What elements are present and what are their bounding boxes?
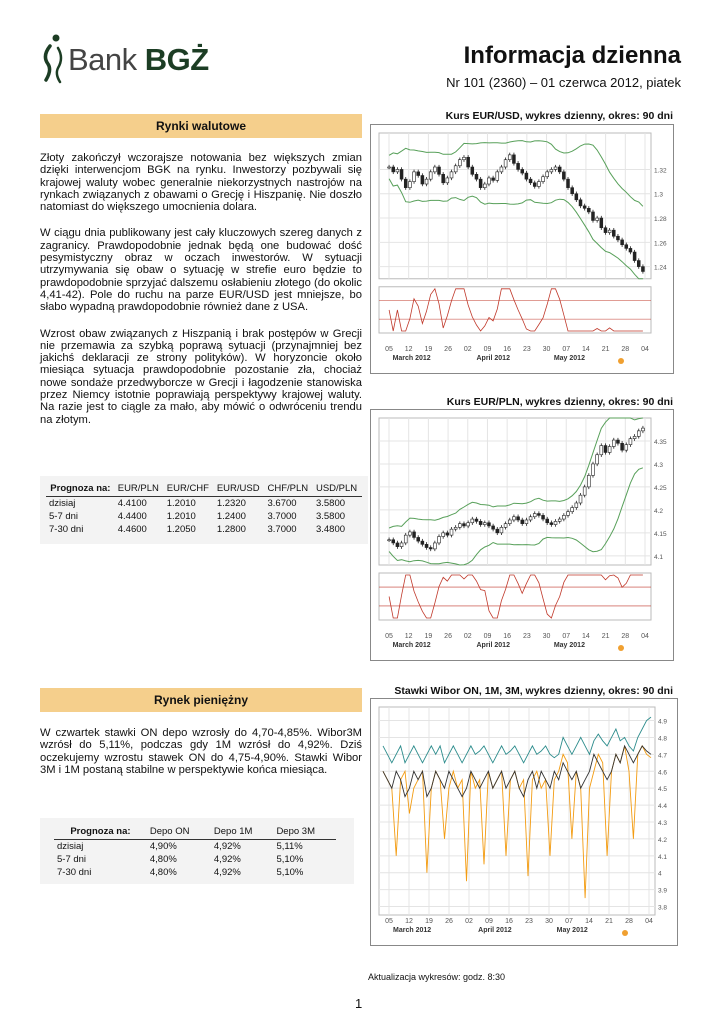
y-tick-label: 4.3 xyxy=(654,461,664,469)
candle-body xyxy=(625,445,628,451)
candle-body xyxy=(542,177,545,182)
table-row xyxy=(54,840,336,854)
section-heading-money: Rynek pieniężny xyxy=(40,688,362,712)
candle-body xyxy=(500,167,503,172)
candle-body xyxy=(529,179,532,183)
x-tick-label: 28 xyxy=(621,346,630,353)
candle-body xyxy=(604,446,607,453)
x-tick-label: 09 xyxy=(485,918,493,925)
table-cell: 5,10% xyxy=(276,867,304,878)
y-tick-label: 4.2 xyxy=(654,507,664,515)
candle-body xyxy=(438,167,441,174)
candle-body xyxy=(517,517,520,520)
candle-body xyxy=(450,529,453,535)
candle-body xyxy=(587,208,590,212)
month-label: March 2012 xyxy=(392,355,431,362)
x-tick-label: 12 xyxy=(405,918,413,925)
candle-body xyxy=(592,464,595,475)
fx-paragraph-2: W ciągu dnia publikowany jest cały kluczowych szereg danych z zagranicy. Prawdopodobnie jednak będą one budować dość pesymistyczny obraz w oczach inwestorów. W sytuacji utrzymywania się obaw o sytuację w strefie euro będzie to prawdopodobnie sprzyjać dalszemu osłabieniu złotego (do okolic 4,41-42). Pole do ruchu na parze EUR/USD jest mniejsze, bo słabo wypadną prawdopodobnie również dane z USA. xyxy=(40,227,362,314)
candle-body xyxy=(496,529,499,533)
candle-body xyxy=(487,523,490,526)
table-cell: 5,11% xyxy=(276,841,303,852)
section-heading-fx: Rynki walutowe xyxy=(40,114,362,138)
candle-body xyxy=(446,533,449,535)
table-cell: 3.5800 xyxy=(315,511,346,522)
chart-title-wibor: Stawki Wibor ON, 1M, 3M, wykres dzienny, okres: 90 dni xyxy=(394,685,673,697)
table-row xyxy=(46,497,362,511)
x-tick-label: 12 xyxy=(404,633,413,640)
fx-forecast-table xyxy=(40,476,368,544)
x-tick-label: 21 xyxy=(601,346,610,353)
x-tick-label: 12 xyxy=(404,346,413,353)
logo-bank: Bank xyxy=(68,42,137,77)
fx-header-5: USD/PLN xyxy=(313,481,362,497)
x-tick-label: 21 xyxy=(605,918,613,925)
chart-title-eurpln: Kurs EUR/PLN, wykres dzienny, okres: 90 dni xyxy=(446,396,673,408)
table-cell: 7-30 dni xyxy=(49,524,84,535)
candle-body xyxy=(392,540,395,543)
candle-body xyxy=(450,172,453,178)
y-tick-label: 4.2 xyxy=(658,836,668,844)
candle-body xyxy=(396,169,399,171)
table-cell: 1.2050 xyxy=(166,524,196,535)
x-tick-label: 14 xyxy=(582,346,590,353)
candle-body xyxy=(517,163,520,169)
y-tick-label: 4.35 xyxy=(654,438,667,446)
fx-text xyxy=(40,152,362,440)
x-tick-label: 04 xyxy=(641,633,649,640)
candle-body xyxy=(433,167,436,172)
candle-body xyxy=(508,155,511,160)
table-cell: 4,92% xyxy=(213,841,241,852)
candle-body xyxy=(421,176,424,185)
candle-body xyxy=(404,535,407,543)
candle-body xyxy=(496,172,499,181)
bank-logo xyxy=(40,32,220,86)
month-label: May 2012 xyxy=(556,927,588,934)
table-cell: dzisiaj xyxy=(57,841,84,852)
y-tick-label: 4.1 xyxy=(654,553,664,561)
candle-body xyxy=(629,439,632,445)
fx-header-4: CHF/PLN xyxy=(265,481,313,497)
y-tick-label: 4.4 xyxy=(658,803,668,811)
month-label: April 2012 xyxy=(476,355,510,362)
candle-body xyxy=(533,183,536,187)
x-tick-label: 09 xyxy=(483,346,492,353)
candle-body xyxy=(546,172,549,177)
candle-body xyxy=(442,533,445,537)
table-cell: 4.4600 xyxy=(117,524,147,535)
candle-body xyxy=(400,169,403,179)
candle-body xyxy=(608,230,611,232)
provider-logo-icon xyxy=(622,930,628,936)
candle-body xyxy=(458,160,461,166)
candle-body xyxy=(571,188,574,194)
table-cell: 4,92% xyxy=(213,867,241,878)
fx-paragraph-1: Złoty zakończył wczorajsze notowania bez większych zmian dzięki interwencjom BGK na rynku. Inwestorzy pozbywali się krajowej waluty wobec generalnie niekorzystnych nastrojów na rynkach związanych z obawami o Grecję i Hiszpanię. Nie doszło natomiast do większego umocnienia dolara. xyxy=(40,152,362,214)
candle-body xyxy=(417,172,420,176)
x-tick-label: 23 xyxy=(522,633,531,640)
page-title: Informacja dzienna xyxy=(463,42,681,69)
x-tick-label: 05 xyxy=(385,918,393,925)
x-tick-label: 02 xyxy=(465,918,473,925)
y-tick-label: 4.6 xyxy=(658,769,668,777)
chart-wibor xyxy=(370,698,678,946)
candle-body xyxy=(433,543,436,549)
y-tick-label: 1.28 xyxy=(654,216,667,224)
y-tick-label: 4.8 xyxy=(658,735,668,743)
table-cell: 7-30 dni xyxy=(57,867,92,878)
candle-body xyxy=(542,515,545,519)
candle-body xyxy=(641,428,644,431)
candle-body xyxy=(621,443,624,450)
candle-body xyxy=(633,436,636,438)
candle-body xyxy=(463,157,466,159)
table-cell: 1.2010 xyxy=(166,498,196,509)
candle-body xyxy=(492,178,495,180)
candle-body xyxy=(525,173,528,179)
chart-eurusd-svg xyxy=(371,125,673,373)
logo-text xyxy=(68,42,209,78)
table-cell: 4,92% xyxy=(213,854,241,865)
candle-body xyxy=(458,524,461,528)
candle-body xyxy=(454,527,457,529)
candle-body xyxy=(521,169,524,173)
x-tick-label: 07 xyxy=(562,346,571,353)
candle-body xyxy=(612,440,615,446)
chart-wibor-svg xyxy=(371,699,677,945)
y-tick-label: 1.26 xyxy=(654,240,667,248)
chart-eurpln-svg xyxy=(371,410,673,660)
table-cell: 4.4100 xyxy=(117,498,147,509)
chart-title-eurusd: Kurs EUR/USD, wykres dzienny, okres: 90 dni xyxy=(445,110,673,122)
chart-eurusd xyxy=(370,124,674,374)
candle-body xyxy=(438,537,441,543)
x-tick-label: 16 xyxy=(503,346,512,353)
candle-body xyxy=(625,245,628,249)
x-tick-label: 05 xyxy=(385,346,393,353)
candle-body xyxy=(546,519,549,523)
candle-body xyxy=(388,540,391,541)
candle-body xyxy=(583,206,586,208)
fx-header-0: Prognoza na: xyxy=(46,481,115,497)
y-tick-label: 4.25 xyxy=(654,484,667,492)
x-tick-label: 21 xyxy=(601,633,610,640)
x-tick-label: 19 xyxy=(424,633,433,640)
table-row xyxy=(54,866,336,879)
y-tick-label: 1.24 xyxy=(654,264,667,272)
candle-body xyxy=(429,548,432,549)
y-tick-label: 4.15 xyxy=(654,530,667,538)
month-label: March 2012 xyxy=(393,927,432,934)
y-tick-label: 1.32 xyxy=(654,167,667,175)
fx-header-3: EUR/USD xyxy=(214,481,265,497)
candle-body xyxy=(637,261,640,267)
x-tick-label: 07 xyxy=(562,633,571,640)
candle-body xyxy=(600,218,603,228)
candle-body xyxy=(587,475,590,486)
table-cell: 4,80% xyxy=(149,867,177,878)
money-header-3: Depo 3M xyxy=(273,824,336,840)
candle-body xyxy=(479,521,482,524)
candle-body xyxy=(504,524,507,528)
y-tick-label: 4.3 xyxy=(658,819,668,827)
table-cell: 1.2800 xyxy=(216,524,246,535)
candle-body xyxy=(596,218,599,220)
candle-body xyxy=(583,487,586,495)
candle-body xyxy=(417,537,420,541)
x-tick-label: 26 xyxy=(444,346,452,353)
table-row xyxy=(46,510,362,523)
candle-body xyxy=(504,160,507,167)
candle-body xyxy=(471,167,474,174)
x-tick-label: 28 xyxy=(625,918,633,925)
candle-body xyxy=(442,174,445,183)
table-cell: 3.6700 xyxy=(267,498,297,509)
money-forecast-table xyxy=(40,818,354,884)
y-tick-label: 1.3 xyxy=(654,191,664,199)
candle-body xyxy=(521,520,524,524)
x-tick-label: 04 xyxy=(645,918,653,925)
x-tick-label: 02 xyxy=(463,633,472,640)
table-cell: 5,10% xyxy=(276,854,304,865)
candle-body xyxy=(629,248,632,252)
candle-body xyxy=(492,526,495,529)
table-cell: 3.4800 xyxy=(315,524,346,535)
y-tick-label: 4 xyxy=(658,870,662,878)
candle-body xyxy=(558,167,561,172)
y-tick-label: 4.7 xyxy=(658,752,668,760)
candle-body xyxy=(413,532,416,538)
candle-body xyxy=(408,532,411,535)
table-cell: 5-7 dni xyxy=(49,511,79,522)
plot-area xyxy=(379,707,655,915)
month-label: April 2012 xyxy=(476,642,510,649)
candle-body xyxy=(616,236,619,240)
plot-area xyxy=(379,418,651,565)
candle-body xyxy=(392,167,395,172)
x-tick-label: 14 xyxy=(582,633,590,640)
candle-body xyxy=(575,503,578,508)
table-cell: 3.7000 xyxy=(267,511,297,522)
x-tick-label: 04 xyxy=(641,346,649,353)
candle-body xyxy=(446,178,449,183)
x-tick-label: 02 xyxy=(463,346,472,353)
page-subtitle: Nr 101 (2360) – 01 czerwca 2012, piatek xyxy=(446,75,681,90)
candle-body xyxy=(592,212,595,221)
candle-body xyxy=(604,228,607,233)
candle-body xyxy=(562,515,565,519)
candle-body xyxy=(575,194,578,200)
table-row xyxy=(54,853,336,866)
x-tick-label: 09 xyxy=(483,633,492,640)
money-paragraph-1: W czwartek stawki ON depo wzrosły do 4,70-4,85%. Wibor3M wzrósł do 5,11%, podczas gdy 1M wzrósł do 4,92%. Dziś oczekujemy wzrostu stawek ON do 4,75-4,90%. Stawki Wibor 3M i 1M postaną stabilne w perspektywie końca miesiąca. xyxy=(40,727,362,776)
candle-body xyxy=(537,182,540,187)
x-tick-label: 30 xyxy=(542,346,551,353)
provider-logo-icon xyxy=(618,645,624,651)
x-tick-label: 16 xyxy=(505,918,513,925)
y-tick-label: 4.1 xyxy=(658,853,668,861)
candle-body xyxy=(600,446,603,455)
x-tick-label: 07 xyxy=(565,918,573,925)
candle-body xyxy=(550,523,553,525)
candle-body xyxy=(616,440,619,443)
y-tick-label: 4.5 xyxy=(658,786,668,794)
candle-body xyxy=(554,167,557,169)
candle-body xyxy=(567,512,570,516)
candle-body xyxy=(404,179,407,188)
candle-body xyxy=(579,495,582,503)
candle-body xyxy=(641,267,644,272)
logo-bgz: BGŻ xyxy=(144,42,209,77)
chart-eurpln xyxy=(370,409,674,661)
candle-body xyxy=(525,520,528,524)
candle-body xyxy=(467,523,470,526)
x-tick-label: 26 xyxy=(444,633,452,640)
x-tick-label: 05 xyxy=(385,633,393,640)
candle-body xyxy=(571,508,574,512)
table-cell: 4,80% xyxy=(149,854,177,865)
page-number: 1 xyxy=(355,996,363,1011)
money-header-2: Depo 1M xyxy=(211,824,274,840)
candle-body xyxy=(483,184,486,188)
table-row xyxy=(46,523,362,536)
month-label: May 2012 xyxy=(553,642,585,649)
x-tick-label: 30 xyxy=(542,633,551,640)
candle-body xyxy=(408,182,411,188)
x-tick-label: 28 xyxy=(621,633,630,640)
candle-body xyxy=(479,179,482,188)
candle-body xyxy=(471,519,474,523)
candle-body xyxy=(413,172,416,182)
x-tick-label: 26 xyxy=(445,918,453,925)
candle-body xyxy=(512,155,515,164)
table-cell: dzisiaj xyxy=(49,498,76,509)
candle-body xyxy=(596,455,599,464)
candle-body xyxy=(483,523,486,525)
table-cell: 4.4400 xyxy=(117,511,147,522)
candle-body xyxy=(425,544,428,547)
candle-body xyxy=(567,179,570,188)
x-tick-label: 19 xyxy=(425,918,433,925)
fx-header-2: EUR/CHF xyxy=(164,481,214,497)
y-tick-label: 4.9 xyxy=(658,718,668,726)
table-cell: 1.2010 xyxy=(166,511,196,522)
candle-body xyxy=(529,517,532,520)
table-cell: 5-7 dni xyxy=(57,854,87,865)
logo-symbol-icon xyxy=(40,32,68,84)
candle-body xyxy=(487,178,490,184)
candle-body xyxy=(637,431,640,437)
month-label: March 2012 xyxy=(392,642,431,649)
month-label: May 2012 xyxy=(553,355,585,362)
money-header-1: Depo ON xyxy=(147,824,211,840)
candle-body xyxy=(512,517,515,520)
candle-body xyxy=(612,230,615,236)
table-cell: 1.2400 xyxy=(216,511,246,522)
table-cell: 4,90% xyxy=(149,841,177,852)
candle-body xyxy=(463,524,466,526)
candle-body xyxy=(633,252,636,261)
table-cell: 3.7000 xyxy=(267,524,297,535)
candle-body xyxy=(400,543,403,547)
candle-body xyxy=(579,200,582,206)
candle-body xyxy=(608,446,611,452)
candle-body xyxy=(396,543,399,547)
candle-body xyxy=(421,541,424,544)
x-tick-label: 23 xyxy=(522,346,531,353)
x-tick-label: 16 xyxy=(503,633,512,640)
candle-body xyxy=(467,157,470,167)
x-tick-label: 14 xyxy=(585,918,593,925)
x-tick-label: 23 xyxy=(525,918,533,925)
sub-panel xyxy=(379,287,651,333)
candle-body xyxy=(454,166,457,172)
y-tick-label: 3.8 xyxy=(658,904,668,912)
update-note: Aktualizacja wykresów: godz. 8:30 xyxy=(368,972,506,982)
fx-paragraph-3: Wzrost obaw związanych z Hiszpanią i brak postępów w Grecji nie przemawia za szybką poprawą sytuacji (przynajmniej bez jakichś deklaracji ze strony polityków). W horyzoncie około miesiąca sytuacja prawdopodobnie pozostanie zła, chociaż nowe sondaże przedwyborcze w Grecji i łagodzenie stanowiska przez Niemcy istotnie poprawiają perspektywy krajowej waluty. Na razie jest to ciągle za mało, aby mówić o odwróceniu trendu na złotym. xyxy=(40,327,362,426)
provider-logo-icon xyxy=(618,358,624,364)
candle-body xyxy=(554,521,557,524)
candle-body xyxy=(388,167,391,168)
candle-body xyxy=(500,527,503,533)
candle-body xyxy=(537,514,540,516)
sub-panel xyxy=(379,573,651,620)
y-tick-label: 3.9 xyxy=(658,887,668,895)
x-tick-label: 19 xyxy=(424,346,433,353)
fx-header-1: EUR/PLN xyxy=(115,481,164,497)
candle-body xyxy=(558,519,561,521)
money-header-0: Prognoza na: xyxy=(54,824,147,840)
table-cell: 3.5800 xyxy=(315,498,346,509)
money-text xyxy=(40,727,362,790)
candle-body xyxy=(508,520,511,524)
candle-body xyxy=(550,169,553,171)
candle-body xyxy=(429,172,432,179)
candle-body xyxy=(562,172,565,179)
candle-body xyxy=(425,179,428,184)
candle-body xyxy=(475,174,478,179)
candle-body xyxy=(533,514,536,517)
x-tick-label: 30 xyxy=(545,918,553,925)
table-cell: 1.2320 xyxy=(216,498,246,509)
candle-body xyxy=(621,240,624,245)
month-label: April 2012 xyxy=(478,927,512,934)
candle-body xyxy=(475,519,478,521)
